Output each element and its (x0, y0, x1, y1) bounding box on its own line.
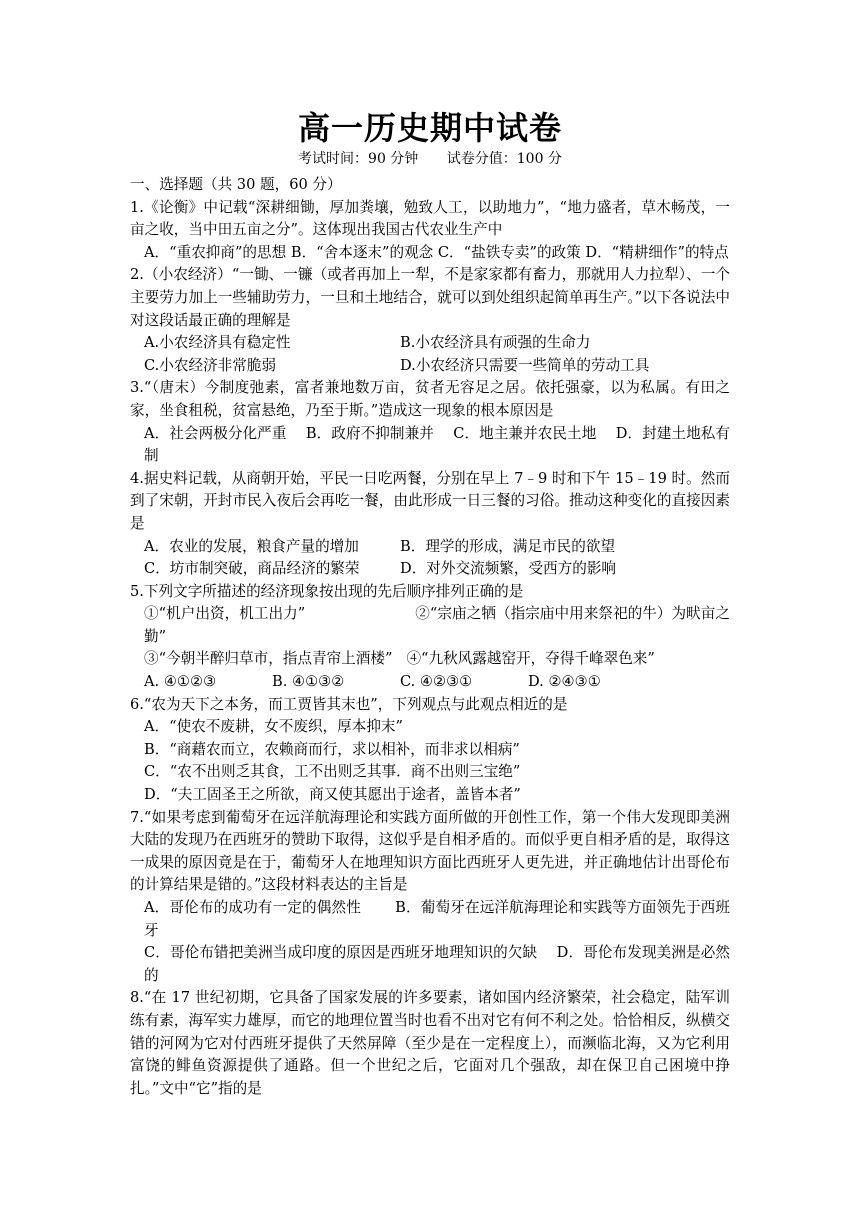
q5-option-c: C. ④②③① (400, 673, 473, 691)
q3-stem: 3.“（唐末）今制度弛素，富者兼地数万亩，贫者无容足之居。依托强豪，以为私属。有田之家，坐食租税，贫富悬绝，乃至于斯。”造成这一现象的根本原因是 (130, 379, 730, 419)
q4-option-c: C．坊市制突破，商品经济的繁荣 (144, 560, 360, 578)
q5-option-d: D. ②④③① (528, 673, 601, 691)
exam-time: 考试时间：90 分钟 (298, 151, 419, 167)
q5-stem: 5.下列文字所描述的经济现象按出现的先后顺序排列正确的是 (130, 582, 524, 600)
q6-option-a: A．“使农不废耕，女不废织，厚本抑末” (144, 718, 403, 736)
q2-option-a: A.小农经济具有稳定性 (144, 334, 291, 352)
q4-options-row1 (130, 536, 730, 559)
q7-options-cd: C．哥伦布错把美洲当成印度的原因是西班牙地理知识的欠缺 D．哥伦布发现美洲是必然的 (144, 944, 730, 984)
q5-option-a: A. ④①②③ (144, 673, 217, 691)
page-title: 高一历史期中试卷 (297, 109, 562, 147)
q6-option-b: B．“商藉农而立，农赖商而行，求以相补，而非求以相病” (144, 740, 520, 758)
q2-stem: 2.（小农经济）“一锄、一镰（或者再加上一犁，不是家家都有畜力，那就用人力拉犁）、一个主要劳力加上一些辅助劳力，一旦和土地结合，就可以到处组织起简单再生产。”以下各说法中对这段话最正确的理解是 (130, 266, 730, 329)
q2-options-row1 (130, 332, 730, 355)
q4-options-row2 (130, 558, 730, 581)
q5-statement-1: ①“机户出资，机工出力” (144, 605, 306, 623)
q6-option-d: D．“夫工固圣王之所欲，商又使其愿出于途者，盖皆本者” (144, 786, 521, 804)
q5-option-b: B. ④①③② (272, 673, 345, 691)
q2-option-d: D.小农经济只需要一些简单的劳动工具 (400, 356, 650, 374)
q5-options (130, 671, 730, 694)
section-heading: 一、选择题（共 30 题，60 分） (130, 176, 342, 193)
q5-statements-row2 (130, 648, 730, 671)
q4-option-b: B．理学的形成，满足市民的欲望 (400, 537, 616, 555)
q2-option-b: B.小农经济具有顽强的生命力 (400, 334, 591, 352)
q6-stem: 6.“农为天下之本务，而工贾皆其末也”，下列观点与此观点相近的是 (130, 695, 568, 713)
q1-options: A．“重农抑商”的思想 B．“舍本逐末”的观念 C．“盐铁专卖”的政策 D．“精耕细作”的特点 (144, 243, 729, 261)
q5-statement-2: ②“宗庙之牺（指宗庙中用来祭祀的牛）为畎亩之勤” (144, 605, 730, 645)
q6-option-c: C．“农不出则乏其食，工不出则乏其事．商不出则三宝绝” (144, 763, 521, 781)
q2-option-c: C.小农经济非常脆弱 (144, 356, 277, 374)
q7-options-ab: A．哥伦布的成功有一定的偶然性 B．葡萄牙在远洋航海理论和实践等方面领先于西班牙 (144, 899, 730, 939)
q4-stem: 4.据史料记载，从商朝开始，平民一日吃两餐，分别在早上 7﹣9 时和下午 15﹣19 时。然而到了宋朝，开封市民入夜后会再吃一餐，由此形成一日三餐的习俗。推动这种变化的直接因素是 (130, 469, 730, 532)
q1-stem: 1.《论衡》中记载“深耕细锄，厚加粪壤，勉致人工，以助地力”，“地力盛者，草木畅茂，一亩之收，当中田五亩之分”。这体现出我国古代农业生产中 (130, 198, 730, 239)
q5-statement-3: ③“今朝半醉归草市，指点青帘上酒楼” (144, 650, 393, 668)
q7-stem: 7.“如果考虑到葡萄牙在远洋航海理论和实践方面所做的开创性工作，第一个伟大发现即美洲大陆的发现乃在西班牙的赞助下取得，这似乎是自相矛盾的。而似乎更自相矛盾的是，取得这一成果的原因竟是在于，葡萄牙人在地理知识方面比西班牙人更先进，并正确地估计出哥伦布的计算结果是错的。”这段材料表达的主旨是 (130, 808, 730, 894)
q5-statements-row1 (130, 603, 730, 648)
exam-info (130, 149, 730, 169)
q5-statement-4: ④“九秋风露越窑开，夺得千峰翠色来” (406, 650, 655, 668)
q4-option-a: A．农业的发展，粮食产量的增加 (144, 537, 359, 555)
q4-option-d: D．对外交流频繁，受西方的影响 (400, 560, 617, 578)
q3-options: A．社会两极分化严重 B．政府不抑制兼并 C．地主兼并农民土地 D．封建土地私有制 (144, 424, 730, 465)
question-body (130, 174, 730, 1100)
q2-options-row2 (130, 355, 730, 378)
exam-score: 试卷分值：100 分 (446, 151, 562, 167)
q8-stem: 8.“在 17 世纪初期，它具备了国家发展的许多要素，诸如国内经济繁荣，社会稳定，陆军训练有素，海军实力雄厚，而它的地理位置当时也看不出对它有何不利之处。恰恰相反，纵横交错的河网为它对付西班牙提供了天然屏障（至少是在一定程度上），而濒临北海，又为它利用富饶的鲱鱼资源提供了通路。但一个世纪之后，它面对几个强敌，却在保卫自己困境中挣扎。”文中“它”指的是 (130, 989, 730, 1097)
